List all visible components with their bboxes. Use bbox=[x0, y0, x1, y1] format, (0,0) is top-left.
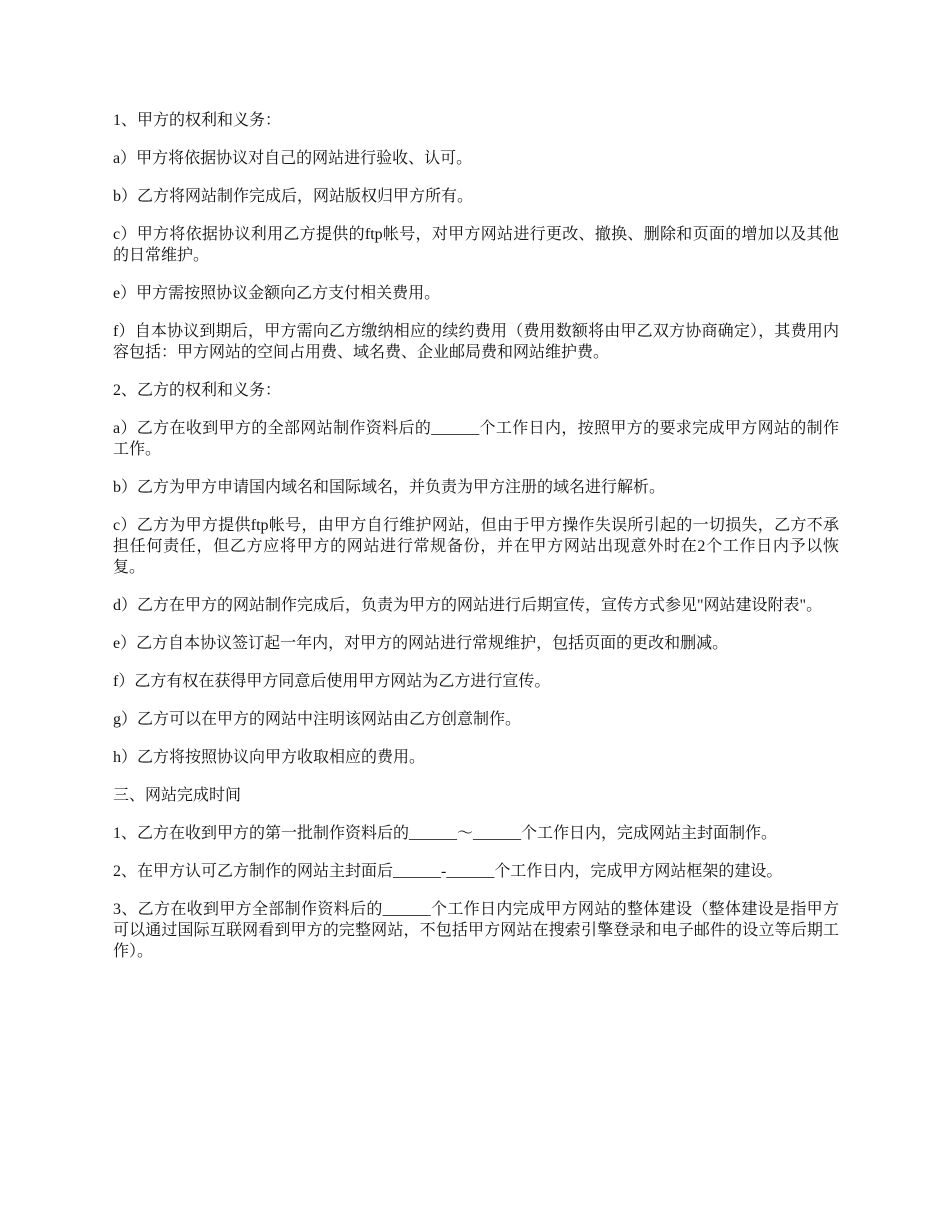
clause-b-copyright: b）乙方将网站制作完成后，网站版权归甲方所有。 bbox=[113, 188, 474, 205]
section-heading-completion-time: 三、网站完成时间 bbox=[113, 787, 242, 804]
clause-a-acceptance: a）甲方将依据协议对自己的网站进行验收、认可。 bbox=[113, 150, 473, 167]
heading-party-b-rights: 2、乙方的权利和义务： bbox=[113, 382, 282, 399]
timeline-item-3: 3、乙方在收到甲方全部制作资料后的______个工作日内完成甲方网站的整体建设（整体建设是指甲方可以通过国际互联网看到甲方的完整网站，不包括甲方网站在搜索引擎登录和电子邮件的设立等后期工作）。 bbox=[113, 901, 839, 960]
timeline-item-1: 1、乙方在收到甲方的第一批制作资料后的______～______个工作日内，完成网站主封面制作。 bbox=[113, 825, 778, 842]
clause-b-domain: b）乙方为甲方申请国内域名和国际域名，并负责为甲方注册的域名进行解析。 bbox=[113, 479, 666, 496]
clause-a-production: a）乙方在收到甲方的全部网站制作资料后的______个工作日内，按照甲方的要求完成甲方网站的制作工作。 bbox=[113, 420, 839, 458]
clause-e-payment: e）甲方需按照协议金额向乙方支付相关费用。 bbox=[113, 285, 441, 302]
heading-party-a-rights: 1、甲方的权利和义务： bbox=[113, 112, 282, 129]
clause-e-routine-maintenance: e）乙方自本协议签订起一年内，对甲方的网站进行常规维护，包括页面的更改和删减。 bbox=[113, 635, 729, 652]
timeline-item-2: 2、在甲方认可乙方制作的网站主封面后______-______个工作日内，完成甲方网站框架的建设。 bbox=[113, 863, 783, 880]
clause-c-backup: c）乙方为甲方提供ftp帐号，由甲方自行维护网站，但由于甲方操作失误所引起的一切损失，乙方不承担任何责任，但乙方应将甲方的网站进行常规备份，并在甲方网站出现意外时在2个工作日内予以恢复。 bbox=[113, 517, 839, 576]
document-body bbox=[113, 110, 839, 979]
clause-h-fees: h）乙方将按照协议向甲方收取相应的费用。 bbox=[113, 749, 426, 766]
clause-f-renewal: f）自本协议到期后，甲方需向乙方缴纳相应的续约费用（费用数额将由甲乙双方协商确定），其费用内容包括：甲方网站的空间占用费、域名费、企业邮局费和网站维护费。 bbox=[113, 323, 839, 361]
clause-d-promotion: d）乙方在甲方的网站制作完成后，负责为甲方的网站进行后期宣传，宣传方式参见"网站建设附表"。 bbox=[113, 597, 823, 614]
clause-c-maintenance: c）甲方将依据协议利用乙方提供的ftp帐号，对甲方网站进行更改、撤换、删除和页面的增加以及其他的日常维护。 bbox=[113, 226, 839, 264]
clause-g-credit: g）乙方可以在甲方的网站中注明该网站由乙方创意制作。 bbox=[113, 711, 522, 728]
clause-f-publicity: f）乙方有权在获得甲方同意后使用甲方网站为乙方进行宣传。 bbox=[113, 673, 551, 690]
